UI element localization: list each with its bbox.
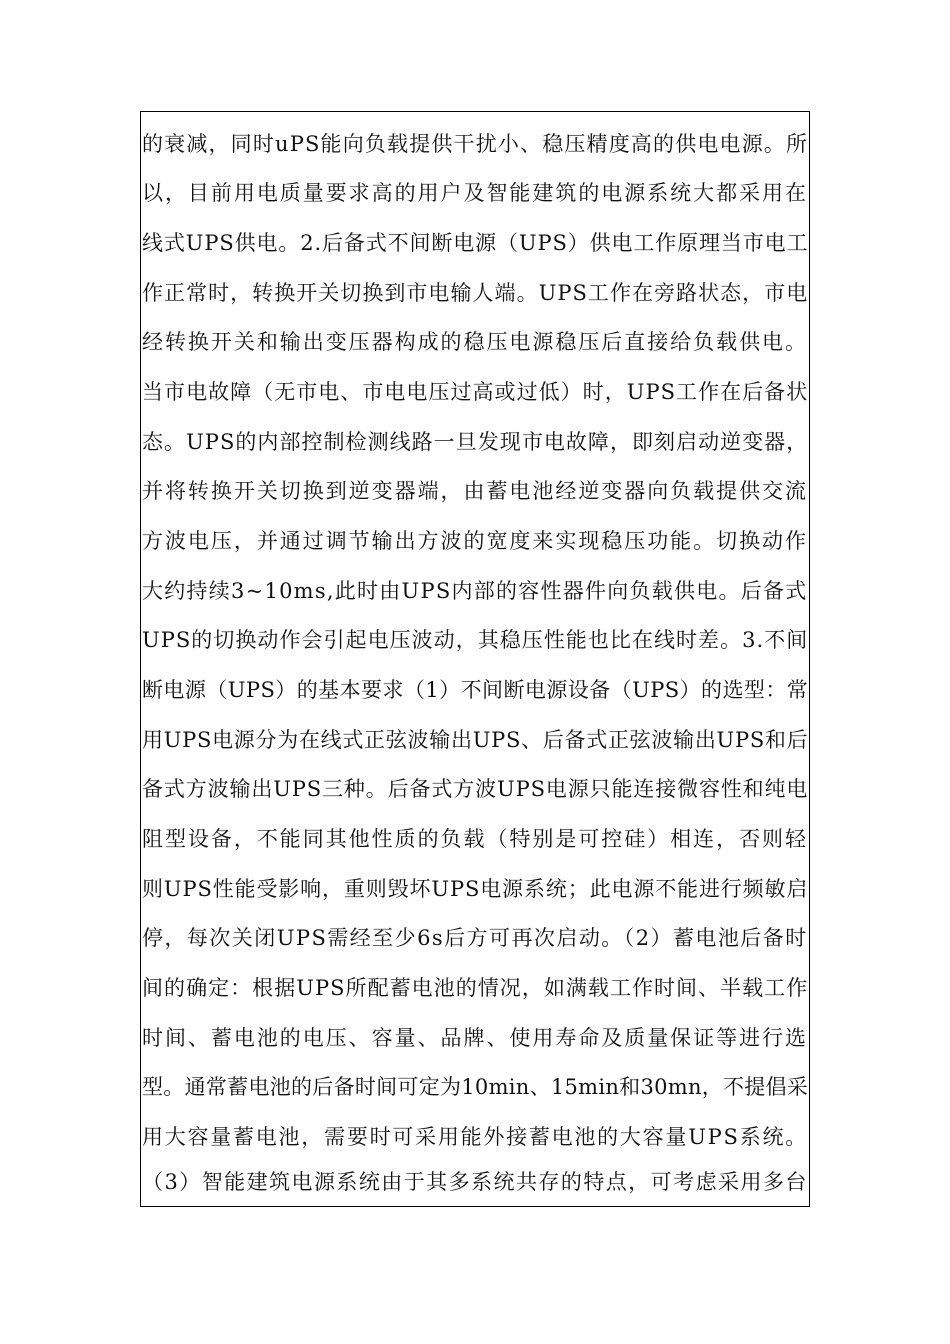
text-line: UPS的切换动作会引起电压波动，其稳压性能也比在线时差。3.不间 (142, 628, 809, 652)
text-line: 线式UPS供电。2.后备式不间断电源（UPS）供电工作原理当市电工 (142, 231, 809, 255)
text-line: 大约持续3~10ms,此时由UPS内部的容性器件向负载供电。后备式 (142, 579, 808, 603)
text-line: 用大容量蓄电池，需要时可采用能外接蓄电池的大容量UPS系统。 (142, 1125, 808, 1149)
text-line: 阻型设备，不能同其他性质的负载（特别是可控硅）相连，否则轻 (142, 827, 808, 851)
text-line: 的衰减，同时uPS能向负载提供干扰小、稳压精度高的供电电源。所 (142, 132, 809, 156)
text-line: 作正常时，转换开关切换到市电输人端。UPS工作在旁路状态，市电 (142, 281, 809, 305)
text-line: （3）智能建筑电源系统由于其多系统共存的特点，可考虑采用多台 (142, 1170, 808, 1194)
text-line: 备式方波输出UPS三种。后备式方波UPS电源只能连接微容性和纯电 (142, 777, 809, 801)
text-line: 以，目前用电质量要求高的用户及智能建筑的电源系统大都采用在 (142, 181, 808, 205)
text-line: 则UPS性能受影响，重则毁坏UPS电源系统；此电源不能进行频敏启 (142, 877, 809, 901)
text-line: 停，每次关闭UPS需经至少6s后方可再次启动。（2）蓄电池后备时 (142, 926, 808, 950)
text-line: 经转换开关和输出变压器构成的稳压电源稳压后直接给负载供电。 (142, 330, 808, 354)
text-line: 断电源（UPS）的基本要求（1）不间断电源设备（UPS）的选型：常 (142, 678, 809, 702)
text-line: 型。通常蓄电池的后备时间可定为10min、15min和30mn，不提倡采 (142, 1075, 809, 1099)
text-line: 并将转换开关切换到逆变器端，由蓄电池经逆变器向负载提供交流 (142, 479, 808, 503)
text-line: 间的确定：根据UPS所配蓄电池的情况，如满载工作时间、半载工作 (142, 976, 809, 1000)
text-line: 用UPS电源分为在线式正弦波输出UPS、后备式正弦波输出UPS和后 (142, 728, 809, 752)
text-line: 当市电故障（无市电、市电电压过高或过低）时，UPS工作在后备状 (142, 380, 809, 404)
text-line: 方波电压，并通过调节输出方波的宽度来实现稳压功能。切换动作 (142, 529, 808, 553)
text-line: 时间、蓄电池的电压、容量、品牌、使用寿命及质量保证等进行选 (142, 1026, 808, 1050)
text-line: 态。UPS的内部控制检测线路一旦发现市电故障，即刻启动逆变器， (142, 430, 809, 454)
text-frame (140, 111, 810, 1207)
